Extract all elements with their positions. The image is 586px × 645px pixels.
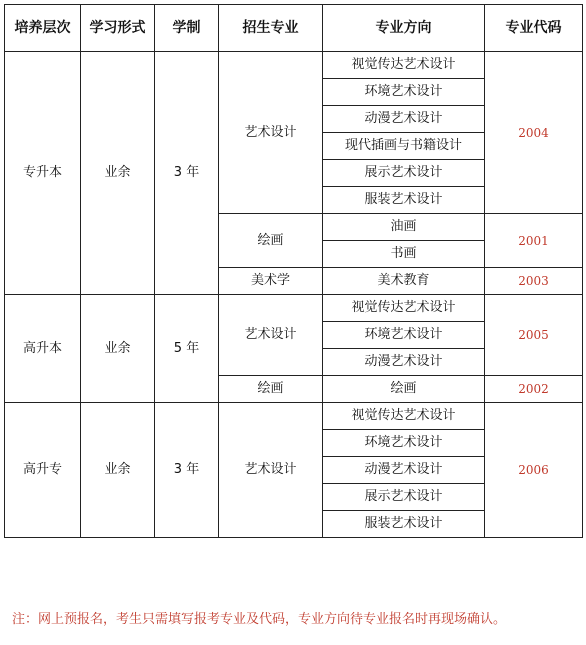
major-cell: 艺术设计: [219, 403, 323, 538]
direction-cell: 环境艺术设计: [323, 322, 485, 349]
direction-cell: 展示艺术设计: [323, 160, 485, 187]
level-cell: 高升专: [5, 403, 81, 538]
duration-cell: 3 年: [155, 403, 219, 538]
direction-cell: 服装艺术设计: [323, 187, 485, 214]
duration-cell: 5 年: [155, 295, 219, 403]
form-cell: 业余: [81, 295, 155, 403]
level-cell: 高升本: [5, 295, 81, 403]
direction-cell: 环境艺术设计: [323, 430, 485, 457]
header-major: 招生专业: [219, 5, 323, 52]
table-row: [5, 403, 583, 430]
direction-cell: 现代插画与书籍设计: [323, 133, 485, 160]
code-cell: 2005: [485, 295, 583, 376]
direction-cell: 动漫艺术设计: [323, 106, 485, 133]
major-cell: 艺术设计: [219, 52, 323, 214]
form-cell: 业余: [81, 52, 155, 295]
header-duration: 学制: [155, 5, 219, 52]
code-cell: 2001: [485, 214, 583, 268]
table-row: [5, 52, 583, 79]
direction-cell: 视觉传达艺术设计: [323, 403, 485, 430]
table-body: [5, 52, 583, 538]
level-cell: 专升本: [5, 52, 81, 295]
major-cell: 绘画: [219, 376, 323, 403]
code-cell: 2003: [485, 268, 583, 295]
table-header: [5, 5, 583, 52]
direction-cell: 书画: [323, 241, 485, 268]
header-row: [5, 5, 583, 52]
major-cell: 绘画: [219, 214, 323, 268]
direction-cell: 环境艺术设计: [323, 79, 485, 106]
code-cell: 2002: [485, 376, 583, 403]
footnote: 注：网上预报名，考生只需填写报考专业及代码，专业方向待专业报名时再现场确认。: [12, 612, 507, 627]
direction-cell: 视觉传达艺术设计: [323, 52, 485, 79]
major-cell: 艺术设计: [219, 295, 323, 376]
direction-cell: 展示艺术设计: [323, 484, 485, 511]
direction-cell: 油画: [323, 214, 485, 241]
table-row: [5, 295, 583, 322]
admissions-table: [4, 4, 583, 538]
direction-cell: 视觉传达艺术设计: [323, 295, 485, 322]
direction-cell: 服装艺术设计: [323, 511, 485, 538]
direction-cell: 绘画: [323, 376, 485, 403]
direction-cell: 美术教育: [323, 268, 485, 295]
direction-cell: 动漫艺术设计: [323, 457, 485, 484]
code-cell: 2006: [485, 403, 583, 538]
header-code: 专业代码: [485, 5, 583, 52]
direction-cell: 动漫艺术设计: [323, 349, 485, 376]
header-form: 学习形式: [81, 5, 155, 52]
header-direction: 专业方向: [323, 5, 485, 52]
duration-cell: 3 年: [155, 52, 219, 295]
major-cell: 美术学: [219, 268, 323, 295]
form-cell: 业余: [81, 403, 155, 538]
header-level: 培养层次: [5, 5, 81, 52]
code-cell: 2004: [485, 52, 583, 214]
